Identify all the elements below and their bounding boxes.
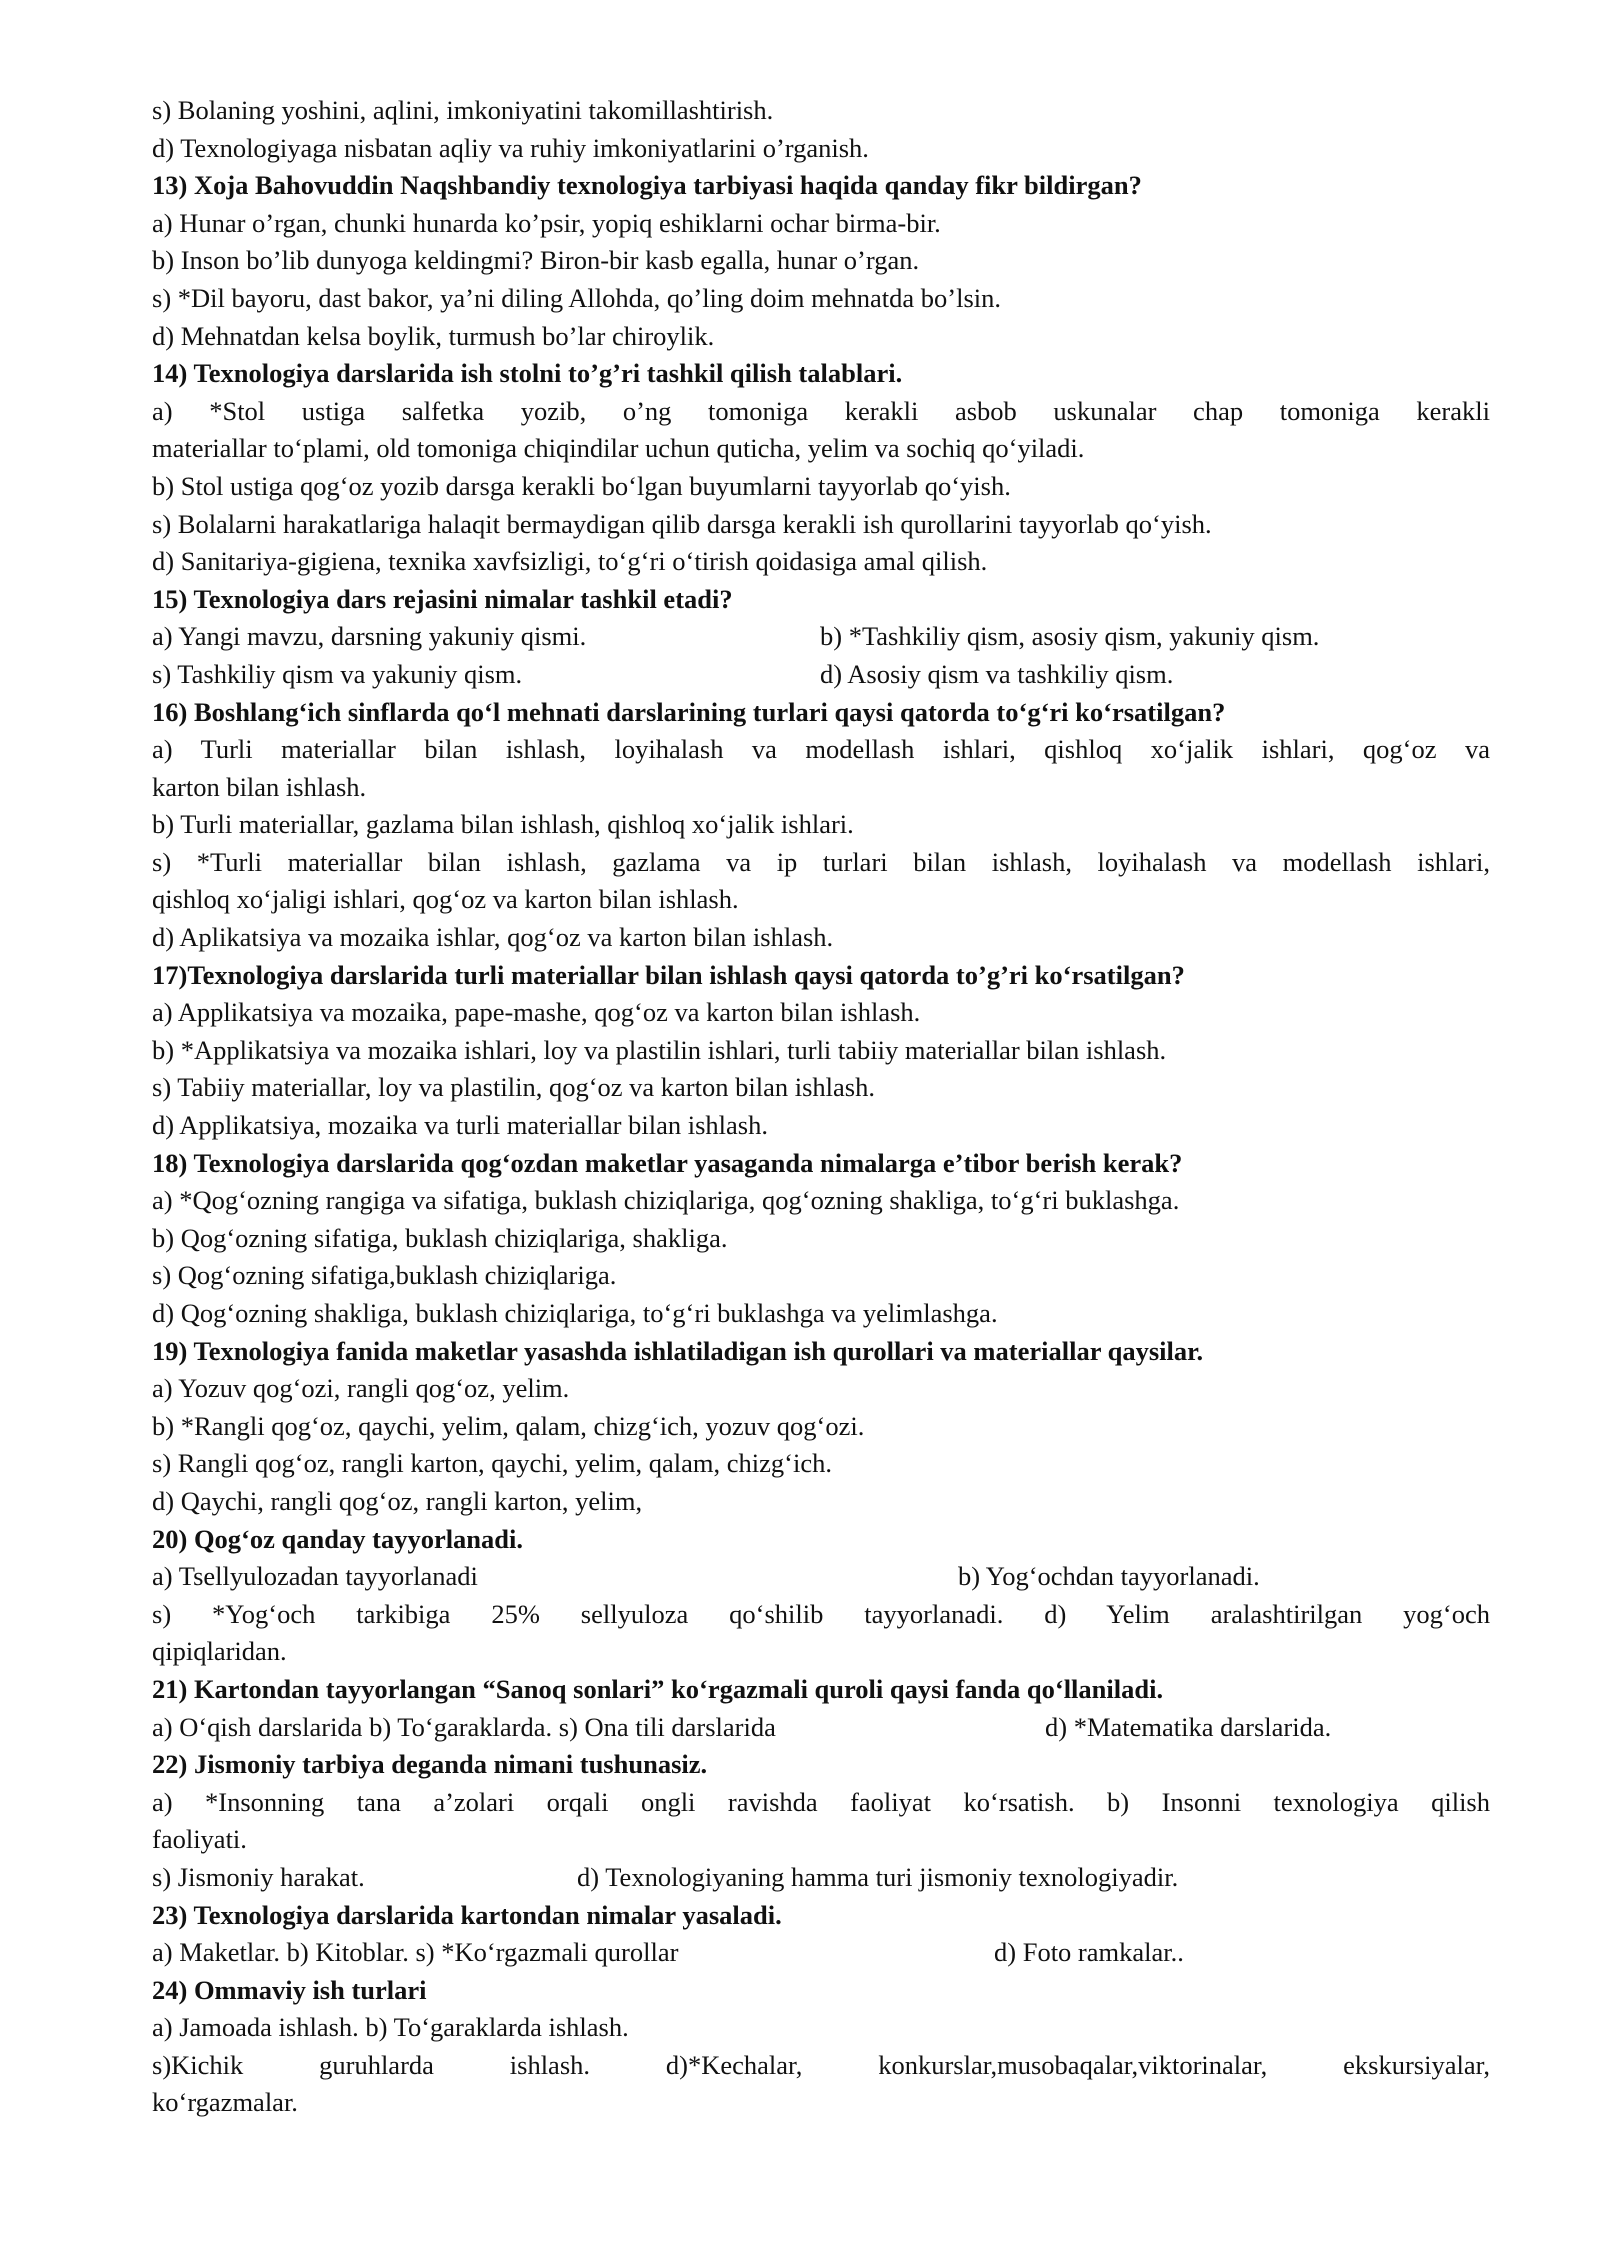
answer-option: a) Maketlar. b) Kitoblar. s) *Ko‘rgazmali qurollar: [152, 1937, 679, 1968]
answer-option: s) *Dil bayoru, dast bakor, ya’ni diling Allohda, qo’ling doim mehnatda bo’lsin.: [152, 282, 1002, 313]
answer-row: [152, 1558, 1490, 1596]
answer-option-continued: qipiqlaridan.: [152, 1636, 287, 1667]
question-13: 13) Xoja Bahovuddin Naqshbandiy texnologiya tarbiyasi haqida qanday fikr bildirgan?: [152, 170, 1142, 201]
answer-option: d) Qaychi, rangli qog‘oz, rangli karton, yelim,: [152, 1485, 643, 1516]
answer-option-continued: ko‘rgazmalar.: [152, 2087, 298, 2118]
answer-option: s) Jismoniy harakat.: [152, 1861, 365, 1892]
answer-option: a) *Stol ustiga salfetka yozib, o’ng tomoniga kerakli asbob uskunalar chap tomoniga kerakli: [152, 395, 1490, 426]
answer-option: a) Turli materiallar bilan ishlash, loyihalash va modellash ishlari, qishloq xo‘jalik ishlari, qog‘oz va: [152, 734, 1490, 765]
answer-option-continued: karton bilan ishlash.: [152, 771, 367, 802]
answer-option: b) Qog‘ozning sifatiga, buklash chiziqlariga, shakliga.: [152, 1222, 728, 1253]
question-18: 18) Texnologiya darslarida qog‘ozdan maketlar yasaganda nimalarga e’tibor berish kerak?: [152, 1147, 1183, 1178]
question-14: 14) Texnologiya darslarida ish stolni to’g’ri tashkil qilish talablari.: [152, 358, 903, 389]
answer-row: [152, 1934, 1490, 1972]
answer-option: d) Mehnatdan kelsa boylik, turmush bo’lar chiroylik.: [152, 320, 715, 351]
answer-option: s) *Turli materiallar bilan ishlash, gazlama va ip turlari bilan ishlash, loyihalash va modellash ishlari,: [152, 846, 1490, 877]
answer-option: d) *Matematika darslarida.: [1045, 1711, 1332, 1742]
question-20: 20) Qog‘oz qanday tayyorlanadi.: [152, 1523, 524, 1554]
answer-option: a) Applikatsiya va mozaika, pape-mashe, qog‘oz va karton bilan ishlash.: [152, 997, 921, 1028]
answer-option: d) Foto ramkalar..: [994, 1937, 1184, 1968]
question-22: 22) Jismoniy tarbiya deganda nimani tushunasiz.: [152, 1749, 708, 1780]
answer-option: s) *Yog‘och tarkibiga 25% sellyuloza qo‘shilib tayyorlanadi. d) Yelim aralashtirilgan yog‘och: [152, 1598, 1490, 1629]
answer-option: a) O‘qish darslarida b) To‘garaklarda. s) Ona tili darslarida: [152, 1711, 776, 1742]
question-24: 24) Ommaviy ish turlari: [152, 1974, 427, 2005]
answer-option: d) Qog‘ozning shakliga, buklash chiziqlariga, to‘g‘ri buklashga va yelimlashga.: [152, 1298, 998, 1328]
answer-option: s) Bolaning yoshini, aqlini, imkoniyatini takomillashtirish.: [152, 95, 774, 125]
answer-option: a) Tsellyulozadan tayyorlanadi: [152, 1561, 478, 1592]
answer-option: b) *Rangli qog‘oz, qaychi, yelim, qalam, chizg‘ich, yozuv qog‘ozi.: [152, 1410, 865, 1441]
answer-option: b) *Applikatsiya va mozaika ishlari, loy va plastilin ishlari, turli tabiiy materiallar bilan ishlash.: [152, 1034, 1167, 1065]
answer-option: b) Yog‘ochdan tayyorlanadi.: [958, 1561, 1260, 1592]
question-17: 17)Texnologiya darslarida turli materiallar bilan ishlash qaysi qatorda to’g’ri ko‘rsatilgan?: [152, 959, 1185, 990]
answer-row: [152, 618, 1490, 656]
answer-option: a) Yozuv qog‘ozi, rangli qog‘oz, yelim.: [152, 1373, 570, 1404]
answer-option: d) Asosiy qism va tashkiliy qism.: [820, 658, 1174, 689]
answer-option: s) Qog‘ozning sifatiga,buklash chiziqlariga.: [152, 1260, 617, 1291]
question-16: 16) Boshlang‘ich sinflarda qo‘l mehnati darslarining turlari qaysi qatorda to‘g‘ri ko‘rsatilgan?: [152, 696, 1226, 727]
answer-option: d) Applikatsiya, mozaika va turli materiallar bilan ishlash.: [152, 1110, 768, 1141]
answer-option: b) Inson bo’lib dunyoga keldingmi? Biron-bir kasb egalla, hunar o’rgan.: [152, 245, 920, 276]
answer-option: s) Tabiiy materiallar, loy va plastilin, qog‘oz va karton bilan ishlash.: [152, 1072, 875, 1103]
answer-option: b) Turli materiallar, gazlama bilan ishlash, qishloq xo‘jalik ishlari.: [152, 809, 854, 840]
answer-row: [152, 1709, 1490, 1747]
answer-option: a) *Insonning tana a’zolari orqali ongli ravishda faoliyat ko‘rsatish. b) Insonni texnologiya qilish: [152, 1786, 1490, 1817]
answer-option: a) Hunar o’rgan, chunki hunarda ko’psir, yopiq eshiklarni ochar birma-bir.: [152, 207, 941, 238]
answer-option: d) Texnologiyaning hamma turi jismoniy texnologiyadir.: [577, 1861, 1179, 1892]
answer-option: a) Yangi mavzu, darsning yakuniy qismi.: [152, 621, 587, 652]
answer-option-continued: faoliyati.: [152, 1824, 247, 1855]
answer-option: s)Kichik guruhlarda ishlash. d)*Kechalar, konkurslar,musobaqalar,viktorinalar, ekskursiyalar,: [152, 2049, 1490, 2080]
answer-option: d) Aplikatsiya va mozaika ishlar, qog‘oz va karton bilan ishlash.: [152, 922, 834, 953]
question-19: 19) Texnologiya fanida maketlar yasashda ishlatiladigan ish qurollari va materiallar qaysilar.: [152, 1335, 1204, 1366]
answer-option: d) Sanitariya-gigiena, texnika xavfsizligi, to‘g‘ri o‘tirish qoidasiga amal qilish.: [152, 546, 988, 577]
answer-option: a) *Qog‘ozning rangiga va sifatiga, buklash chiziqlariga, qog‘ozning shakliga, to‘g‘ri buklashga.: [152, 1185, 1180, 1216]
answer-option: s) Tashkiliy qism va yakuniy qism.: [152, 658, 523, 689]
answer-option: d) Texnologiyaga nisbatan aqliy va ruhiy imkoniyatlarini o’rganish.: [152, 132, 869, 163]
question-21: 21) Kartondan tayyorlangan “Sanoq sonlari” ko‘rgazmali quroli qaysi fanda qo‘llaniladi.: [152, 1673, 1164, 1704]
question-15: 15) Texnologiya dars rejasini nimalar tashkil etadi?: [152, 583, 733, 614]
answer-row: [152, 656, 1490, 694]
answer-option: a) Jamoada ishlash. b) To‘garaklarda ishlash.: [152, 2012, 629, 2043]
answer-option: b) *Tashkiliy qism, asosiy qism, yakuniy qism.: [820, 621, 1320, 652]
answer-row: [152, 1859, 1490, 1897]
answer-option: s) Rangli qog‘oz, rangli karton, qaychi, yelim, qalam, chizg‘ich.: [152, 1448, 832, 1479]
answer-option-continued: qishloq xo‘jaligi ishlari, qog‘oz va karton bilan ishlash.: [152, 884, 739, 915]
answer-option: b) Stol ustiga qog‘oz yozib darsga kerakli bo‘lgan buyumlarni tayyorlab qo‘yish.: [152, 470, 1011, 501]
question-23: 23) Texnologiya darslarida kartondan nimalar yasaladi.: [152, 1899, 782, 1930]
answer-option: s) Bolalarni harakatlariga halaqit bermaydigan qilib darsga kerakli ish qurollarini tayyorlab qo‘yish.: [152, 508, 1212, 539]
answer-option-continued: materiallar to‘plami, old tomoniga chiqindilar uchun quticha, yelim va sochiq qo‘yiladi.: [152, 433, 1085, 464]
